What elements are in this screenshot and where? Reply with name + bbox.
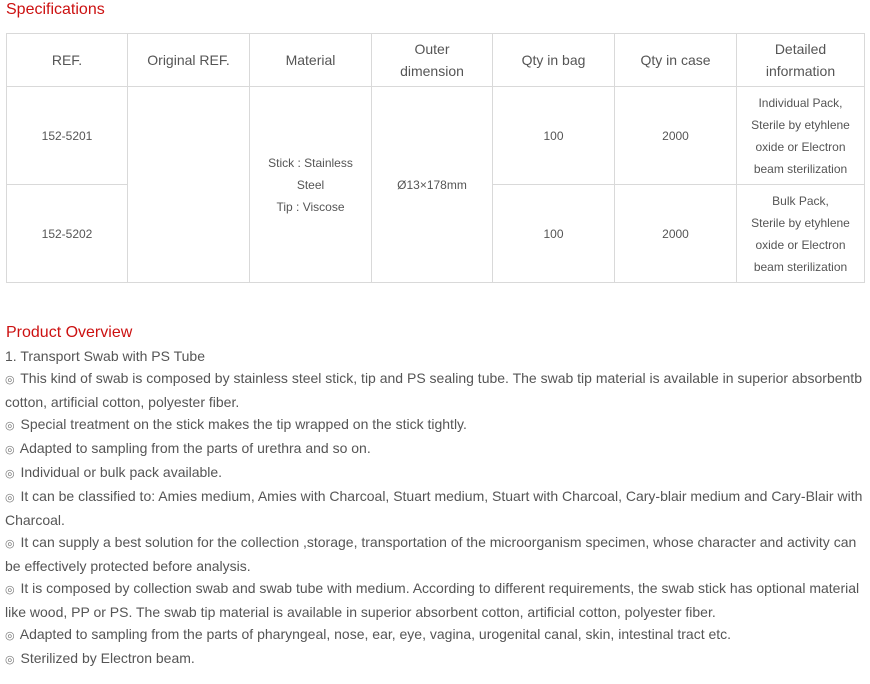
cell-ref: 152-5201 — [7, 87, 128, 185]
cell-detail — [737, 87, 865, 185]
bullet-icon: ◎ — [5, 492, 15, 504]
detail-line: Sterile by etyhlene — [751, 215, 850, 230]
overview-item-text: It can be classified to: Amies medium, Amies with Charcoal, Stuart medium, Stuart with Charcoal, Cary-blair medium and Cary-Blair with Charcoal. — [5, 488, 863, 528]
material-line3: Tip : Viscose — [276, 199, 345, 214]
cell-qty-bag: 100 — [493, 87, 615, 185]
overview-item — [5, 647, 865, 671]
detail-line: oxide or Electron — [755, 139, 846, 154]
overview-item-text: Sterilized by Electron beam. — [20, 650, 195, 666]
overview-item-text: It can supply a best solution for the collection ,storage, transportation of the microorganism specimen, whose character and activity can be effectively protected before analysis. — [5, 534, 857, 574]
overview-item — [5, 461, 865, 485]
detail-line: Sterile by etyhlene — [751, 117, 850, 132]
header-outer-dimension — [372, 34, 493, 87]
overview-item — [5, 437, 865, 461]
header-qty-bag: Qty in bag — [493, 34, 615, 87]
cell-material — [250, 87, 372, 283]
bullet-icon: ◎ — [5, 654, 15, 666]
bullet-icon: ◎ — [5, 584, 15, 596]
specifications-table — [6, 33, 865, 283]
detail-line: beam sterilization — [753, 259, 848, 274]
bullet-icon: ◎ — [5, 538, 15, 550]
header-outer-dimension-line1: Outer — [414, 41, 450, 57]
detail-line: Bulk Pack, — [772, 193, 829, 208]
bullet-icon: ◎ — [5, 444, 15, 456]
overview-item-text: Adapted to sampling from the parts of urethra and so on. — [19, 440, 371, 456]
bullet-icon: ◎ — [5, 374, 15, 386]
detail-line: Individual Pack, — [758, 95, 843, 110]
header-detail — [737, 34, 865, 87]
header-detail-line1: Detailed — [774, 41, 827, 57]
overview-item — [5, 485, 865, 531]
specifications-title: Specifications — [6, 1, 105, 18]
overview-item — [5, 367, 865, 413]
header-original-ref: Original REF. — [128, 34, 250, 87]
overview-subtitle: 1. Transport Swab with PS Tube — [5, 348, 205, 364]
overview-item — [5, 531, 865, 577]
header-detail-line2: information — [765, 63, 836, 79]
cell-ref: 152-5202 — [7, 185, 128, 283]
bullet-icon: ◎ — [5, 630, 15, 642]
detail-line: beam sterilization — [753, 161, 848, 176]
overview-item — [5, 623, 865, 647]
cell-detail — [737, 185, 865, 283]
cell-qty-bag: 100 — [493, 185, 615, 283]
cell-outer-dimension: Ø13×178mm — [372, 87, 493, 283]
overview-item-text: This kind of swab is composed by stainless steel stick, tip and PS sealing tube. The swab tip material is available in superior absorbentb cotton, artificial cotton, polyester fiber. — [5, 370, 862, 410]
detail-line: oxide or Electron — [755, 237, 846, 252]
overview-item-text: It is composed by collection swab and swab tube with medium. According to different requirements, the swab stick has optional material like wood, PP or PS. The swab tip material is available in superior absorbent cotton, artificial cotton, polyester fiber. — [5, 580, 860, 620]
overview-item — [5, 413, 865, 437]
header-material: Material — [250, 34, 372, 87]
overview-item-text: Individual or bulk pack available. — [20, 464, 223, 480]
header-outer-dimension-line2: dimension — [400, 63, 464, 79]
cell-qty-case: 2000 — [615, 87, 737, 185]
bullet-icon: ◎ — [5, 468, 15, 480]
table-header-row — [7, 34, 865, 87]
product-overview-title: Product Overview — [6, 324, 133, 341]
overview-item-text: Special treatment on the stick makes the tip wrapped on the stick tightly. — [20, 416, 467, 432]
material-line2: Steel — [296, 177, 325, 192]
overview-item — [5, 577, 865, 623]
cell-qty-case: 2000 — [615, 185, 737, 283]
overview-item-text: Adapted to sampling from the parts of pharyngeal, nose, ear, eye, vagina, urogenital canal, skin, intestinal tract etc. — [19, 626, 732, 642]
table-row — [7, 87, 865, 185]
material-line1: Stick : Stainless — [268, 155, 353, 170]
bullet-icon: ◎ — [5, 420, 15, 432]
header-qty-case: Qty in case — [615, 34, 737, 87]
product-overview-body — [5, 345, 865, 671]
header-ref: REF. — [7, 34, 128, 87]
cell-original-ref — [128, 87, 250, 283]
